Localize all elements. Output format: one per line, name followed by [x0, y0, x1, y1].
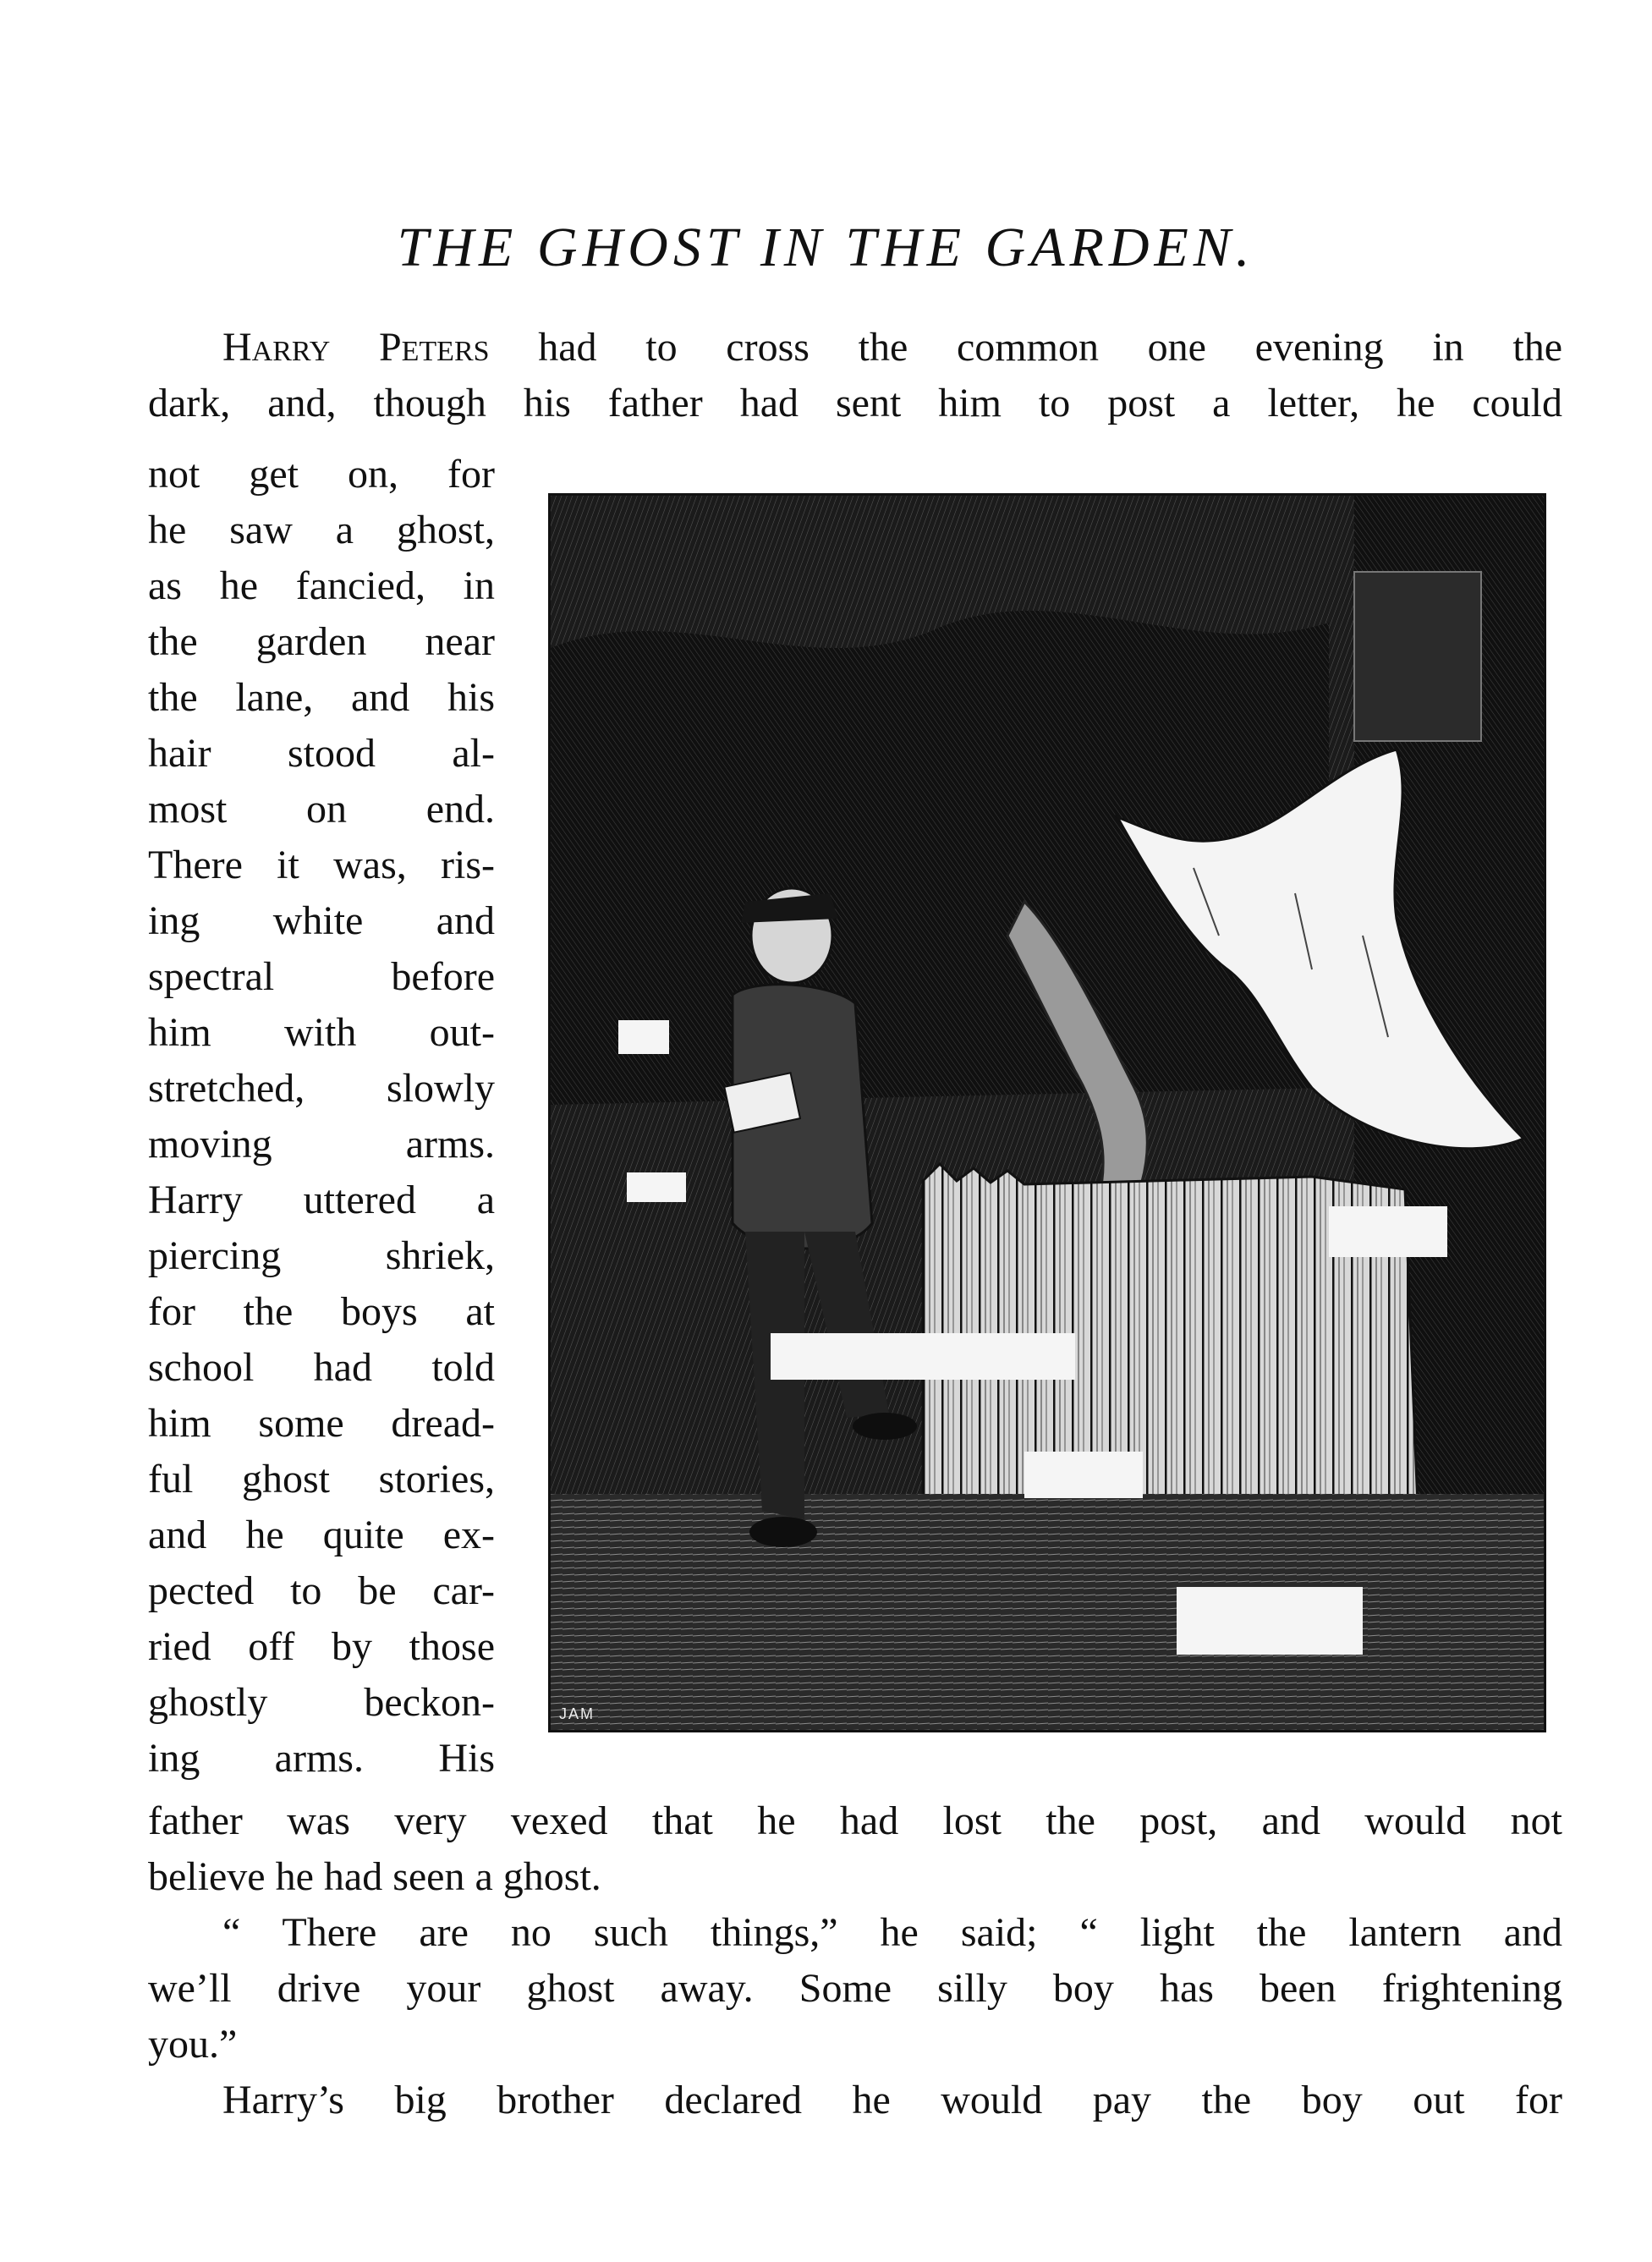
opening-line-1: Harry Peters had to cross the common one evening in the [222, 325, 1562, 370]
text-line: ful ghost stories, [148, 1457, 495, 1502]
text-line: he saw a ghost, [148, 508, 495, 552]
text-line: “ There are no such things,” he said; “ light the lantern and [222, 1910, 1562, 1955]
text-line: the lane, and his [148, 675, 495, 720]
engraving-drawing [551, 496, 1544, 1730]
text-line: for the boys at [148, 1289, 495, 1334]
text-line: we’ll drive your ghost away. Some silly boy has been frightening [148, 1966, 1562, 2011]
text-line: and he quite ex- [148, 1513, 495, 1557]
page-title: THE GHOST IN THE GARDEN. [397, 217, 1255, 278]
closing-paragraphs [148, 1793, 1562, 2128]
text-line: ing arms. His [148, 1736, 495, 1781]
text-line: him with out- [148, 1010, 495, 1055]
text-line: not get on, for [148, 452, 495, 497]
text-line: father was very vexed that he had lost the post, and would not [148, 1798, 1562, 1843]
text-line: piercing shriek, [148, 1233, 495, 1278]
character-name: Harry Peters [222, 325, 490, 370]
text-line: stretched, slowly [148, 1066, 495, 1111]
text-line: believe he had seen a ghost. [148, 1854, 601, 1899]
text-line: moving arms. [148, 1122, 495, 1167]
text-line: pected to be car- [148, 1568, 495, 1613]
text-line: Harry uttered a [148, 1178, 495, 1222]
text-line: as he fancied, in [148, 563, 495, 608]
text-line: the garden near [148, 619, 495, 664]
text-line: ing white and [148, 898, 495, 943]
text-line: most on end. [148, 787, 495, 832]
text-line: you.” [148, 2022, 238, 2067]
text-line: spectral before [148, 954, 495, 999]
wrapped-text-column [148, 447, 495, 1787]
text-line: hair stood al- [148, 731, 495, 776]
artist-signature: JAM [559, 1705, 595, 1722]
text-line: ghostly beckon- [148, 1680, 495, 1725]
text-line: him some dread- [148, 1401, 495, 1446]
ghost-illustration [548, 493, 1546, 1732]
text-line: Harry’s big brother declared he would pay the boy out for [222, 2078, 1562, 2122]
text-line: ried off by those [148, 1624, 495, 1669]
opening-paragraph [148, 320, 1562, 431]
text-line: There it was, ris- [148, 843, 495, 887]
text-line: school had told [148, 1345, 495, 1390]
opening-line-2: dark, and, though his father had sent him to post a letter, he could [148, 381, 1562, 425]
